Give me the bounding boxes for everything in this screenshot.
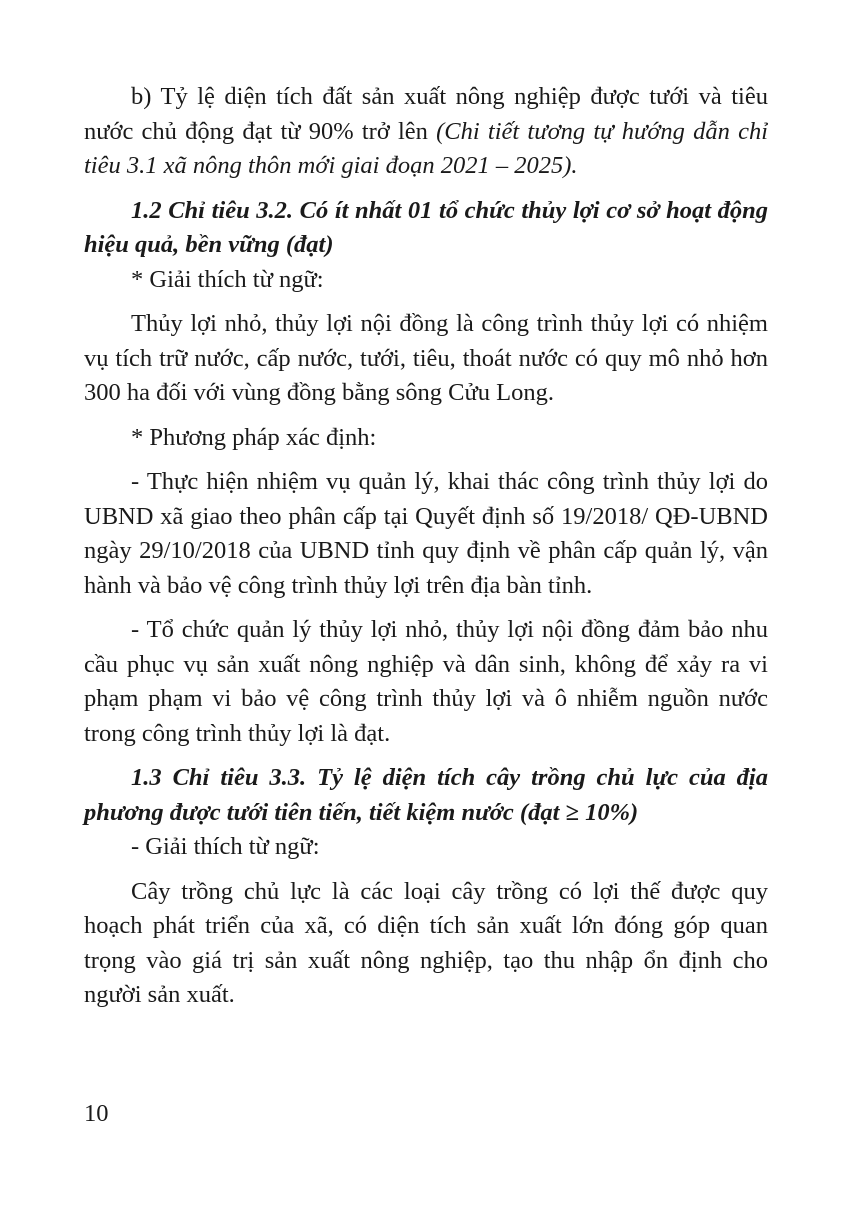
paragraph-method: * Phương pháp xác định: [131,423,377,451]
heading-3-2: 1.2 Chỉ tiêu 3.2. Có ít nhất 01 tổ chức thủy lợi cơ sở hoạt động hiệu quả, bền vững (đạt) [84,196,768,258]
page-number: 10 [84,1100,109,1127]
paragraph-organize-management: - Tổ chức quản lý thủy lợi nhỏ, thủy lợi nội đồng đảm bảo nhu cầu phục vụ sản xuất nông nghiệp và dân sinh, không để xảy ra vi phạm phạm vi bảo vệ công trình thủy lợi và ô nhiễm nguồn nước trong công trình thủy lợi là đạt. [84,616,768,747]
paragraph-explain-terms: * Giải thích từ ngữ: [131,265,324,293]
page-body [84,80,768,1013]
paragraph-key-crops: Cây trồng chủ lực là các loại cây trồng có lợi thế được quy hoạch phát triển của xã, có diện tích sản xuất lớn đóng góp quan trọng vào giá trị sản xuất nông nghiệp, tạo thu nhập ổn định cho người sản xuất. [84,877,768,1008]
heading-3-3: 1.3 Chỉ tiêu 3.3. Tỷ lệ diện tích cây trồng chủ lực của địa phương được tưới tiên tiến, tiết kiệm nước (đạt ≥ 10%) [84,764,768,826]
paragraph-management-task: - Thực hiện nhiệm vụ quản lý, khai thác công trình thủy lợi do UBND xã giao theo phân cấp tại Quyết định số 19/2018/ QĐ-UBND ngày 29/10/2018 của UBND tỉnh quy định về phân cấp quản lý, vận hành và bảo vệ công trình thủy lợi trên địa bàn tỉnh. [84,468,768,599]
paragraph-b-text: b) Tỷ lệ diện tích đất sản xuất nông nghiệp được tưới và tiêu nước chủ động đạt từ 90% trở lên [84,83,768,145]
paragraph-b-note: (Chi tiết tương tự hướng dẫn chỉ tiêu 3.1 xã nông thôn mới giai đoạn 2021 – 2025). [84,117,768,179]
paragraph-explain-terms-2: - Giải thích từ ngữ: [131,833,320,860]
paragraph-b [84,80,768,184]
paragraph-small-irrigation: Thủy lợi nhỏ, thủy lợi nội đồng là công trình thủy lợi có nhiệm vụ tích trữ nước, cấp nước, tưới, tiêu, thoát nước có quy mô nhỏ hơn 300 ha đối với vùng đồng bằng sông Cửu Long. [84,310,768,406]
